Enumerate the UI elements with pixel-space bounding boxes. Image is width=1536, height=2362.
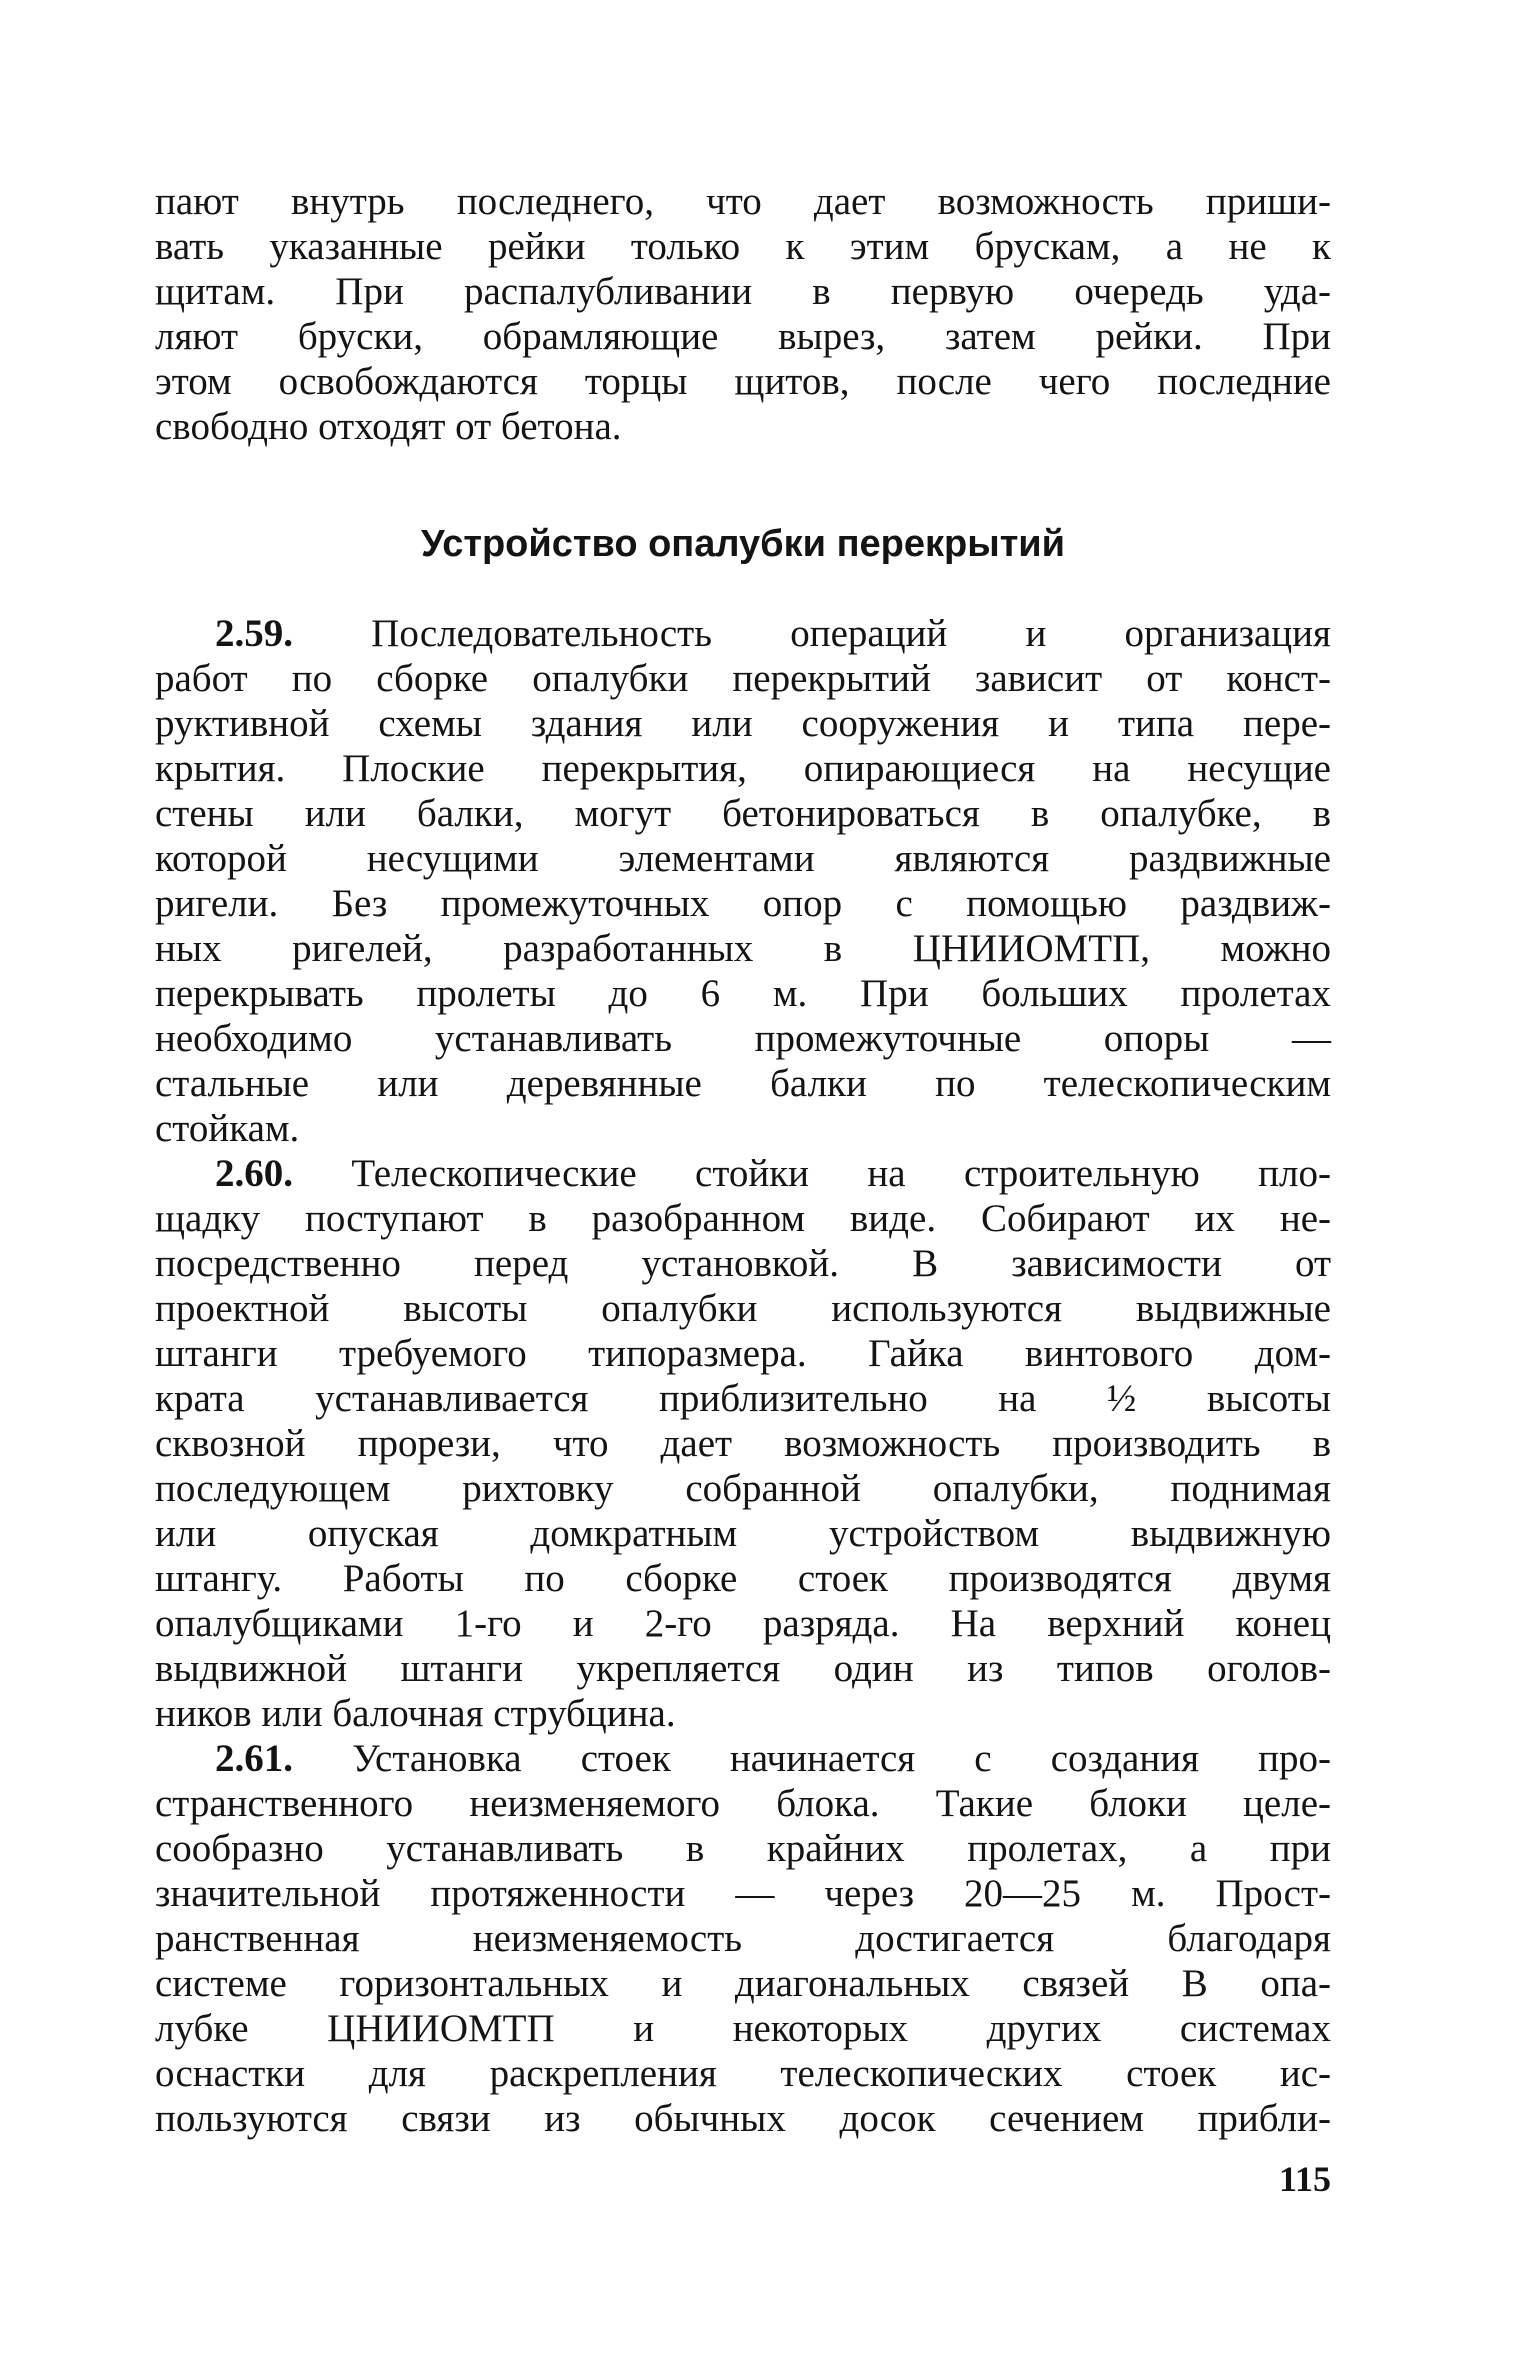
text-line: руктивной схемы здания или сооружения и типа пере- — [155, 702, 1331, 745]
text-line: крытия. Плоские перекрытия, опирающиеся на несущие — [155, 747, 1331, 790]
text-line: стойкам. — [155, 1107, 300, 1150]
text-line: ляют бруски, обрамляющие вырез, затем рейки. При — [155, 315, 1331, 358]
text-line: щитам. При распалубливании в первую очередь уда- — [155, 270, 1331, 313]
text-line: сквозной прорези, что дает возможность производить в — [155, 1422, 1331, 1465]
text-line: крата устанавливается приблизительно на ½ высоты — [155, 1377, 1331, 1420]
text-line: значительной протяженности — через 20—25 м. Прост- — [155, 1872, 1331, 1915]
text-line: ранственная неизменяемость достигается благодаря — [155, 1917, 1331, 1960]
paragraph-number: 2.59. — [215, 612, 293, 655]
text-line: штанги требуемого типоразмера. Гайка винтового дом- — [155, 1332, 1331, 1375]
section-heading: Устройство опалубки перекрытий — [420, 523, 1066, 565]
text-line — [215, 1150, 1331, 1198]
text-line: вать указанные рейки только к этим брускам, а не к — [155, 225, 1331, 268]
page-number: 115 — [1278, 2159, 1331, 2199]
text-line: оснастки для раскрепления телескопических стоек ис- — [155, 2052, 1331, 2095]
text-line: или опуская домкратным устройством выдвижную — [155, 1512, 1331, 1555]
text-line: свободно отходят от бетона. — [155, 405, 622, 448]
paragraph-number: 2.61. — [215, 1737, 293, 1780]
text-line: последующем рихтовку собранной опалубки, поднимая — [155, 1467, 1331, 1510]
text-fragment: Установка стоек начинается с создания про- — [293, 1737, 1331, 1780]
text-line: стены или балки, могут бетонироваться в опалубке, в — [155, 792, 1331, 835]
text-line: необходимо устанавливать промежуточные опоры — — [155, 1017, 1331, 1060]
paragraph-number: 2.60. — [215, 1152, 293, 1195]
text-line — [215, 610, 1331, 658]
text-line: штангу. Работы по сборке стоек производятся двумя — [155, 1557, 1331, 1600]
text-line: ригели. Без промежуточных опор с помощью раздвиж- — [155, 882, 1331, 925]
text-line: выдвижной штанги укрепляется один из типов оголов- — [155, 1647, 1331, 1690]
text-line: пают внутрь последнего, что дает возможность приши- — [155, 180, 1331, 223]
text-line: ников или балочная струбцина. — [155, 1692, 676, 1735]
text-line: странственного неизменяемого блока. Такие блоки целе- — [155, 1782, 1331, 1825]
text-line: стальные или деревянные балки по телескопическим — [155, 1062, 1331, 1105]
text-line: этом освобождаются торцы щитов, после чего последние — [155, 360, 1331, 403]
text-line: лубке ЦНИИОМТП и некоторых других системах — [155, 2007, 1331, 2050]
text-line: которой несущими элементами являются раздвижные — [155, 837, 1331, 880]
text-line: системе горизонтальных и диагональных связей В опа- — [155, 1962, 1331, 2005]
text-fragment: Телескопические стойки на строительную пло- — [293, 1152, 1331, 1195]
text-line: опалубщиками 1-го и 2-го разряда. На верхний конец — [155, 1602, 1331, 1645]
text-fragment: Последовательность операций и организация — [293, 612, 1331, 655]
text-line: перекрывать пролеты до 6 м. При больших пролетах — [155, 972, 1331, 1015]
text-line — [215, 1735, 1331, 1783]
text-line: проектной высоты опалубки используются выдвижные — [155, 1287, 1331, 1330]
text-line: щадку поступают в разобранном виде. Собирают их не- — [155, 1197, 1331, 1240]
text-line: ных ригелей, разработанных в ЦНИИОМТП, можно — [155, 927, 1331, 970]
text-line: сообразно устанавливать в крайних пролетах, а при — [155, 1827, 1331, 1870]
text-line: посредственно перед установкой. В зависимости от — [155, 1242, 1331, 1285]
text-line: работ по сборке опалубки перекрытий зависит от конст- — [155, 657, 1331, 700]
text-line: пользуются связи из обычных досок сечением прибли- — [155, 2097, 1331, 2140]
